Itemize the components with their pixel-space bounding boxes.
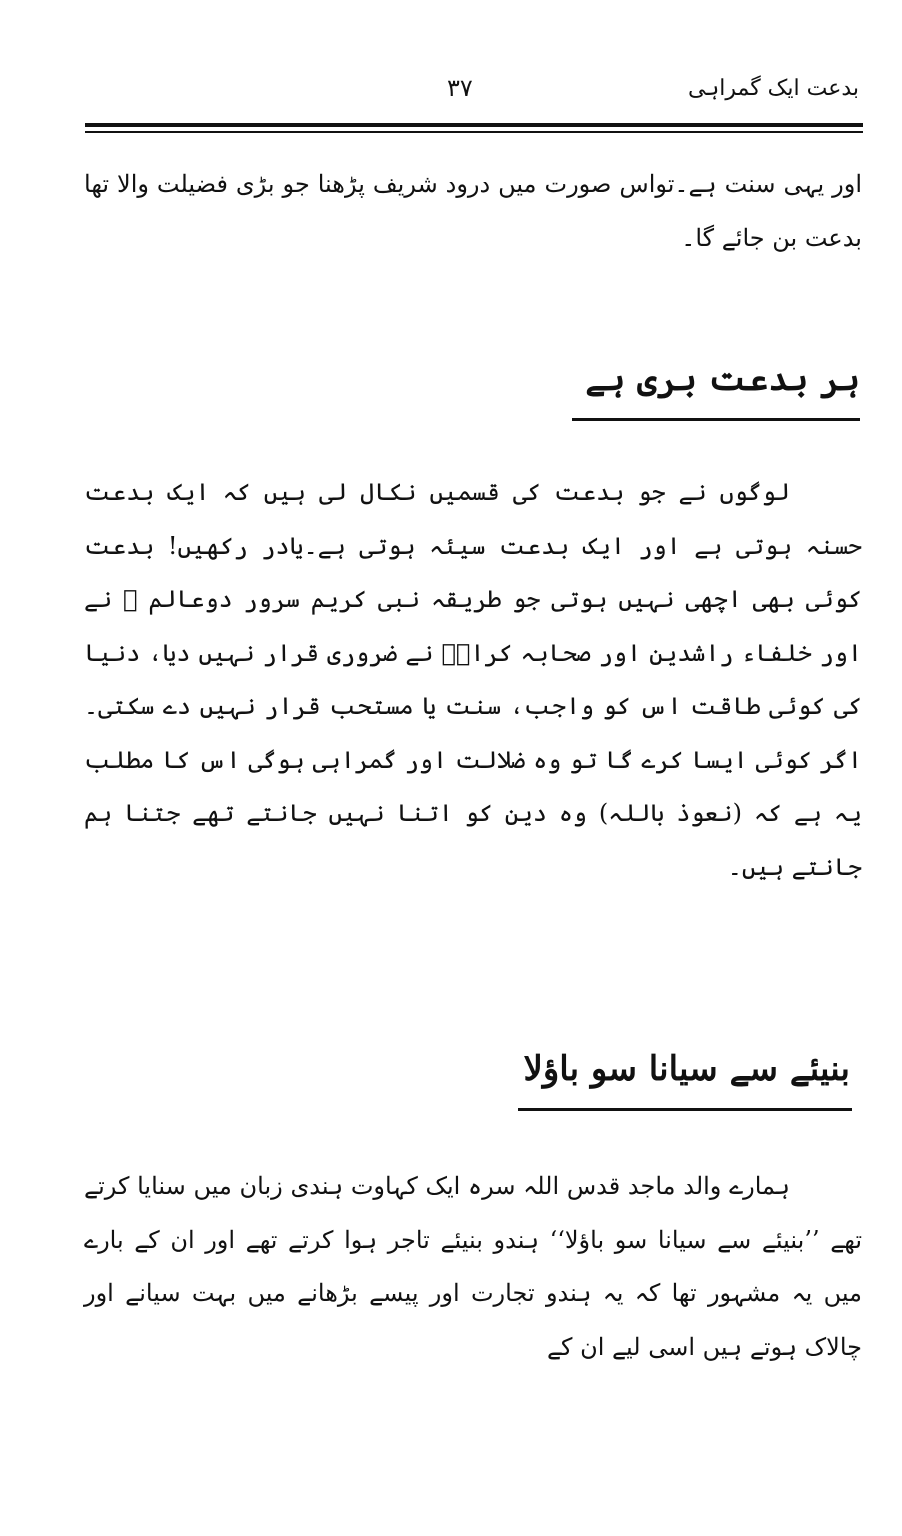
- heading-underline: [518, 1108, 852, 1111]
- header-rule-thick: [85, 123, 863, 127]
- paragraph-body: ہمارے والد ماجد قدس اللہ سرہ ایک کہاوت ہندی زبان میں سنایا کرتے تھے ’’بنیئے سے سیانا سو باؤلا‘‘ ہندو بنیئے تاجر ہوا کرتے تھے اور ان کے بارے میں یہ مشہور تھا کہ یہ ہندو تجارت اور پیسے بڑھانے میں بہت سیانے اور چالاک ہوتے ہیں اسی لیے ان کے: [84, 1172, 862, 1361]
- section-heading: بنیئے سے سیانا سو باؤلا: [523, 1049, 850, 1089]
- heading-underline: [572, 418, 860, 421]
- page-number: ۳۷: [447, 74, 473, 102]
- paragraph-body: لوگوں نے جو بدعت کی قسمیں نکال لی ہیں کہ ایک بدعت حسنہ ہوتی ہے اور ایک بدعت سیئہ ہوتی ہے۔یادر رکھیں! بدعت کوئی بھی اچھی نہیں ہوتی جو طریقہ نبی کریم سرور دوعالم ﷺ نے اور خلفاء راشدین اور صحابہ کرامؓ نے ضروری قرار نہیں دیا، دنیا کی کوئی طاقت اس کو واجب، سنت یا مستحب قرار نہیں دے سکتی۔ اگر کوئی ایسا کرے گا تو وہ ضلالت اور گمراہی ہوگی اس کا مطلب یہ ہے کہ (نعوذ باللہ) وہ دین کو اتنا نہیں جانتے تھے جتنا ہم جانتے ہیں۔: [84, 478, 862, 881]
- paragraph-continuation: اور یہی سنت ہے۔تواس صورت میں درود شریف پڑھنا جو بڑی فضیلت والا تھا بدعت بن جائے گا۔: [84, 170, 862, 252]
- page-header: [85, 70, 863, 120]
- section-heading: ہر بدعت بری ہے: [585, 359, 860, 399]
- header-rule-thin: [85, 131, 863, 133]
- running-title: بدعت ایک گمراہی: [688, 76, 859, 101]
